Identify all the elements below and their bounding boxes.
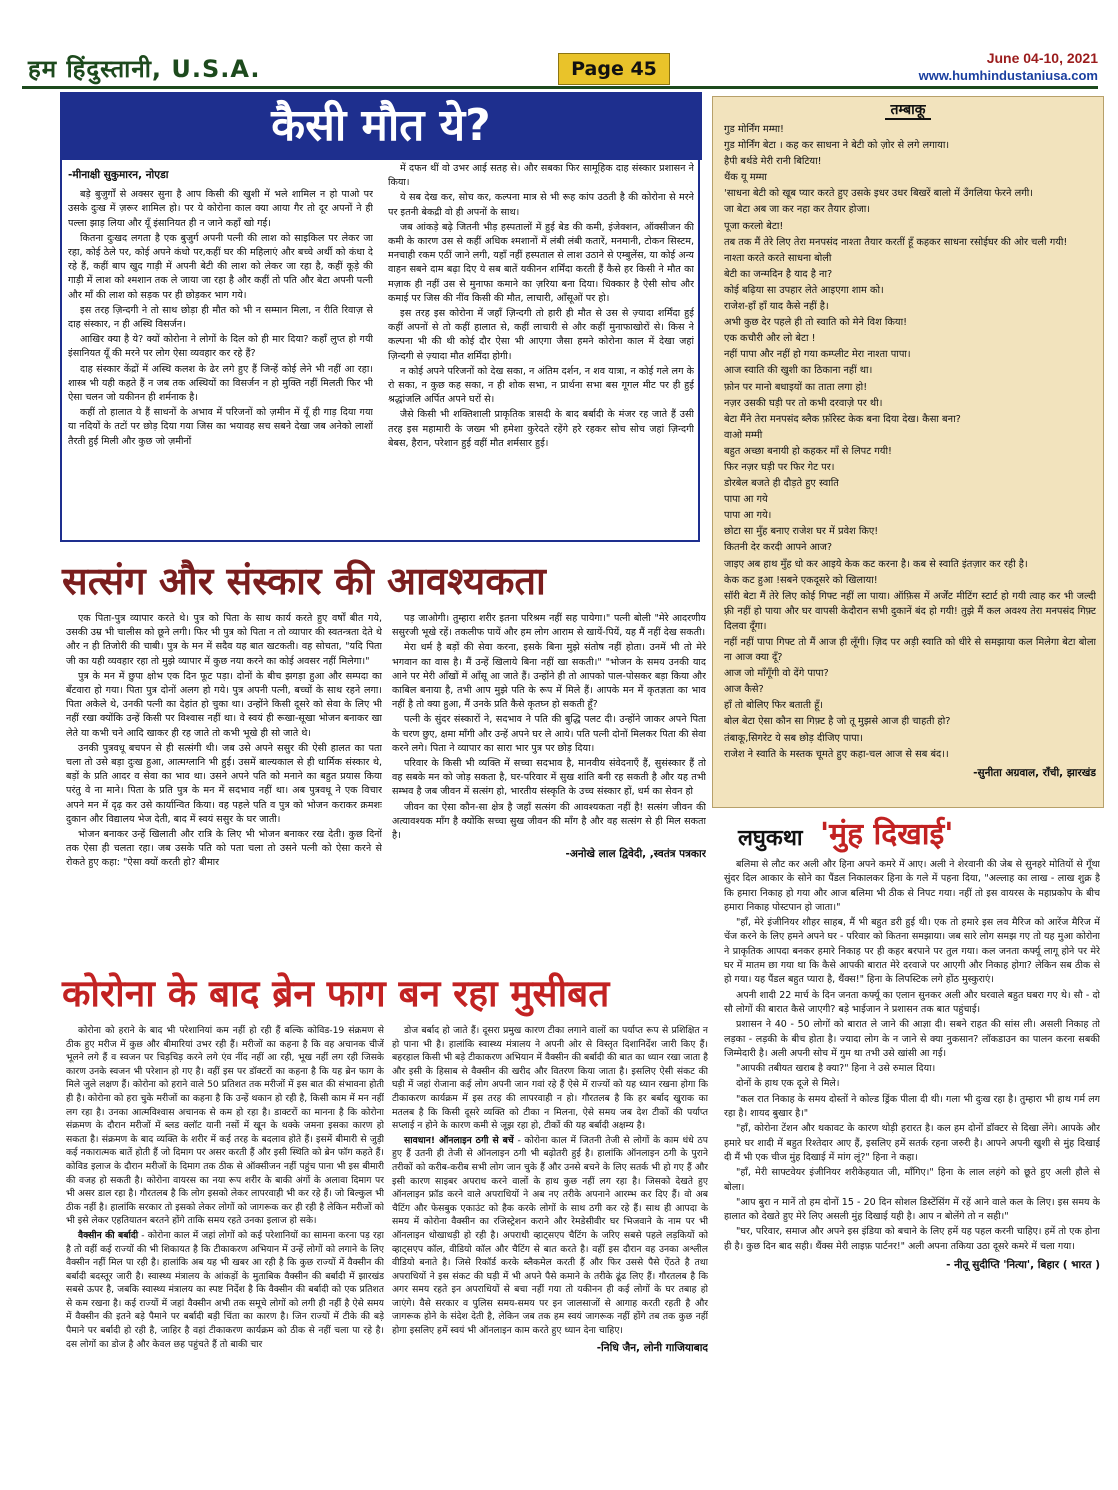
article2-author: -अनोखे लाल द्विवेदी, ,स्वतंत्र पत्रकार: [565, 848, 706, 861]
article3-para-text: - कोरोना काल में जहां लोगों को कई परेशानियों का सामना करना पड़ रहा है तो वहीं कई राज्यों की भी शिकायत है कि टीकाकरण अभियान में उन्हें लोगों को लगाने के लिए वैक्सीन नहीं मिल पा रही है। हालांकि अब यह भी खबर आ रही है कि कुछ राज्यों में वैक्सीन की बर्बादी बदस्तूर जारी है। स्वास्थ्य मंत्रालय के आंकड़ों के मुताबिक वैक्सीन की बर्बादी में झारखंड सबसे ऊपर है, जबकि स्वास्थ्य मंत्रालय का स्पष्ट निर्देश है कि वैक्सीन की बर्बादी को एक प्रतिशत से कम रखना है। कई राज्यों में जहां वैक्सीन अभी तक समूचे लोगों को लगी ही नहीं है ऐसे समय में वैक्सीन की इतने बड़े पैमाने पर बर्बादी बड़ी चिंता का कारण है। जिन राज्यों में टीके की बड़े पैमाने पर बर्बादी हो रही है, जाहिर है वहां टीकाकरण कार्यक्रम को ठीक से नहीं चला पा रहे है। दस लोगों का डोज है और केवल छह पहुंचते हैं तो बाकी चार: [66, 1229, 384, 1350]
article1-para: आखिर क्या है ये? क्यों कोरोना ने लोगों के दिल को ही मार दिया? कहाँ लुप्त हो गयी इंसानियत यूँ की मरने पर लोग ऐसा व्यवहार कर रहे हैं?: [68, 334, 373, 360]
article3-right-column: [392, 1024, 708, 1474]
article3-subhead: वैक्सीन की बर्बादी: [78, 1229, 139, 1241]
article4-line: तब तक मैं तेरे लिए तेरा मनपसंद नाश्ता तैयार करतीं हूँ कहकर साधना रसोईघर की ओर चली गयी!: [724, 236, 1068, 248]
header-rule: [22, 86, 1098, 89]
article4-line: वाओ मम्मी: [724, 429, 763, 441]
article4-line: राजेश ने स्वाति के मस्तक चूमते हुए कहा-चल आज से सब बंद।।: [724, 748, 949, 760]
masthead-title: हम हिंदुस्तानी, U.S.A.: [28, 55, 261, 83]
article2-title: सत्संग और संस्कार की आवश्यकता: [62, 559, 546, 603]
article1-para: इस तरह ज़िन्दगी ने तो साथ छोड़ा ही मौत को भी न सम्मान मिला, न रीति रिवाज़ से दाह संस्कार, न ही अस्थि विसर्जन।: [68, 304, 373, 331]
article4-title: तम्बाकू: [712, 100, 1104, 119]
article4-line: गुड मोर्निंग बेटा । कह कर साधना ने बेटी को ज़ोर से लगे लगाया।: [724, 140, 950, 152]
article5-para: "हाँ, मेरे इंजीनियर शौहर साहब, मैं भी बहुत डरी हुई थी। एक तो हमारे इस लव मैरिज को आरेंज मैरिज में चेंज करने के लिए हमने अपने घर - परिवार को कितना समझाया। जब सारे लोग समझ गए तो यह मुआ कोरोना ने प्राकृतिक आपदा बनकर हमारे निकाह पर ही कहर बरपाने पर तुल गया। कल जनता कर्फ्यू लागू होने पर मेरे घर में मातम छा गया था कि कैसे आपकी बारात मेरे दरवाजे पर आएगी और निकाह होगा? लेकिन सब ठीक से हो गया। यह पैंडल बहुत प्यारा है, थैंक्स!" हिना के लिपस्टिक लगे होंठ मुस्कुराएं।: [724, 917, 1100, 986]
article2-left-column: [66, 612, 382, 952]
article1-para: कितना दुःखद लगता है एक बुजुर्ग अपनी पत्नी की लाश को साइकिल पर लेकर जा रहा, कोई ठेले पर, कोई अपने कंधो पर,कहीं घर की महिलाएं और बच्चे अर्थी को कंधा दे रहे हैं, कहीं बाप खुद गाड़ी में अपनी बेटी की लाश को लेकर जा रहा है, कहीं कूड़े की गाड़ी में लाश को श्मशान तक ले जाया जा रहा है और कहीं तो पति और बेटा अपनी पत्नी और माँ की लाश को सड़क पर ही छोड़कर भाग गये।: [68, 232, 373, 301]
article4-author: -सुनीता अग्रवाल, राँची, झारखंड: [973, 766, 1096, 779]
article2-para: पड़ जाओगी। तुम्हारा शरीर इतना परिश्रम नहीं सह पायेगा।" पत्नी बोली "मेरे आदरणीय ससुरजी भूखे रहें। तकलीफ पायें और हम लोग आराम से खायें-पियें, यह मैं नहीं देख सकती।: [392, 613, 706, 639]
article4-line: गुड मोर्निंग मम्मा!: [724, 124, 784, 135]
article2-para: परिवार के किसी भी व्यक्ति में सच्चा सदभाव है, मानवीय संवेदनाएँ हैं, सुसंस्कार हैं तो वह सबके मन को जोड़ सकता है, घर-परिवार में सुख शांति बनी रह सकती है और यह तभी सम्भव है जब जीवन में सत्संग हो, भारतीय संस्कृति के उच्च संस्कार हों, धर्म का सेवन हो: [392, 758, 706, 798]
article2-para: उनकी पुत्रवधू बचपन से ही सत्संगी थी। जब उसे अपने ससुर की ऐसी हालत का पता चला तो उसे बड़ा दुःख हुआ, आत्मग्लानि भी हुई। उसमें बाल्यकाल से ही धार्मिक संस्कार थे, बड़ों के प्रति आदर व सेवा का भाव था। उसने अपने पति को मनाने का बहुत प्रयास किया परंतु वे ना माने। पिता के प्रति पुत्र के मन में सदभाव नहीं था। अब पुत्रवधू ने एक विचार अपने मन में दृढ़ कर उसे कार्यान्वित किया। वह पहले पति व पुत्र को भोजन कराकर क्रमशः दुकान और विद्यालय भेज देती, बाद में स्वयं ससुर के घर जाती।: [66, 742, 382, 825]
article4-line: केक कट हुआ !सबने एकदूसरे को खिलाया!: [724, 574, 878, 586]
article4-line: 'साधना बेटी को खूब प्यार करते हुए उसके इधर उधर बिखरें बालो में उँगलिया फेरने लगी।: [724, 188, 1033, 200]
article2-right-column: [392, 612, 706, 952]
article5-body: [724, 858, 1100, 1478]
article4-line: पापा आ गये: [724, 494, 768, 506]
article3-para: डोज बर्बाद हो जाते हैं। दूसरा प्रमुख कारण टीका लगाने वालों का पर्याप्त रूप से प्रशिक्षित न हो पाना भी है। हालांकि स्वास्थ्य मंत्रालय ने अपनी ओर से विस्तृत दिशानिर्देश जारी किए हैं। बहरहाल किसी भी बड़े टीकाकरण अभियान में वैक्सीन की बर्बादी की बात का ध्यान रखा जाता है और इसी के हिसाब से वैक्सीन की खरीद और वितरण किया जाता है। इसलिए ऐसी संकट की घड़ी में जहां रोजाना कई लोग अपनी जान गवां रहे हैं ऐसे में राज्यों को यह ध्यान रखना होगा कि टीकाकरण कार्यक्रम में इस तरह की लापरवाही न हो। गौरतलब है कि हर बर्बाद खुराक का मतलब है कि किसी दूसरे व्यक्ति को टीका न मिलना, ऐसे समय जब देश टीकों की पर्याप्त सप्लाई न होने के कारण कमी से जूझ रहा हो, टीकों की यह बर्बादी अक्षम्य है।: [392, 1025, 708, 1132]
article4-line: हैपी बर्थडे मेरी रानी बिटिया!: [724, 156, 822, 168]
article4-body: [724, 122, 1096, 804]
article2-para: भोजन बनाकर उन्हें खिलाती और रात्रि के लिए भी भोजन बनाकर रख देती। कुछ दिनों तक ऐसा ही चलता रहा। जब उसके पति को पता चला तो उसने पत्नी को ऐसा करने से रोकते हुए कहा: "ऐसा क्यों करती हो? बीमार: [66, 829, 382, 869]
article3-para: [392, 1134, 708, 1338]
article4-line: नहीं नहीं पापा गिफ्ट तो मैं आज ही लूँगी। ज़िद पर अड़ी स्वाति को धीरे से समझाया कल मिलेगा बेटा बोला ना आज क्या दूँ?: [724, 637, 1096, 664]
article4-line: नज़र उसकी घड़ी पर तो कभी दरवाज़े पर थी।: [724, 397, 883, 409]
article1-para: ये सब देख कर, सोच कर, कल्पना मात्र से भी रूह कांप उठती है की कोरोना से मरने पर इतनी बेकद्री वो ही अपनों के साथ।: [388, 192, 694, 218]
article5-para: बलिमा से लौट कर अली और हिना अपने कमरे में आए। अली ने शेरवानी की जेब से सुनहरे मोतियों से गूँथा सुंदर दिल आकार के सोने का पैंडल निकालकर हिना के गले में पहना दिया, "अल्लाह का लाख - लाख शुक्र है कि हमारा निकाह हो गया और आज बलिमा भी ठीक से निपट गया। नहीं तो इस वायरस के महाप्रकोप के बीच हमारा निकाह पोस्टपान हो जाता।": [724, 859, 1100, 913]
article3-title: कोरोना के बाद ब्रेन फाग बन रहा मुसीबत: [62, 972, 610, 1015]
article4-line: आज जो माँगूँगी वो देंगे पापा?: [724, 668, 829, 680]
article4-line: फ़ोन पर मानो बधाइयों का ताता लगा हो!: [724, 381, 868, 393]
article4-line: नहीं पापा और नहीं हो गया कम्प्लीट मेरा नाश्ता पापा।: [724, 349, 911, 361]
article3-para: [66, 1229, 384, 1351]
article2-para: पुत्र के मन में छुपा क्षोभ एक दिन फूट पड़ा। दोनों के बीच झगड़ा हुआ और सम्पदा का बँटवारा हो गया। पिता पुत्र दोनों अलग हो गये। पुत्र अपनी पत्नी, बच्चों के साथ रहने लगा। पिता अकेले थे, उनकी पत्नी का देहांत हो चुका था। उन्होंने किसी दूसरे को सेवा के लिए भी नहीं रखा क्योंकि उन्हें किसी पर विश्वास नहीं था। वे स्वयं ही रूखा-सूखा भोजन बनाकर खा लेते या कभी चने आदि खाकर ही रह जाते तो कभी भूखे ही सो जाते थे।: [66, 670, 382, 739]
article1-title: कैसी मौत ये?: [60, 92, 702, 160]
article4-line: जाइए अब हाथ मुँह धो कर आइये केक कट करना है। कब से स्वाति इंतज़ार कर रही है।: [724, 558, 1028, 570]
page-number: Page 45: [558, 53, 670, 85]
article5-para: "हाँ, मेरी साफ्टवेयर इंजीनियर शरीकेहयात जी, माँगिए।" हिना के लाल लहंगे को छूते हुए अली हौले से बोला।: [724, 1167, 1100, 1193]
article5-author: - नीतू सुदीप्ति 'नित्या', बिहार ( भारत ): [946, 1259, 1100, 1272]
article5-para: प्रशासन ने 40 - 50 लोगों को बारात ले जाने की आज्ञा दी। सबने राहत की सांस ली। असली निकाह तो लड़का - लड़की के बीच होता है। ज्यादा लोग के न जाने से क्या नुकसान? लॉकडाउन का पालन करना सबकी जिम्मेदारी है। अली अपनी सोच में गुम था तभी उसे खांसी आ गई।: [724, 1019, 1100, 1059]
issue-date: June 04-10, 2021: [986, 50, 1098, 66]
article4-line: छोटा सा मुँह बनाए राजेश घर में प्रवेश किए!: [724, 526, 879, 538]
article4-line: एक कचौरी और लो बेटा !: [724, 333, 816, 345]
article2-para: पत्नी के सुंदर संस्कारों ने, सदभाव ने पति की बुद्धि पलट दी। उन्होंने जाकर अपने पिता के चरण छुए, क्षमा माँगी और उन्हें अपने घर ले आये। पति पत्नी दोनों मिलकर पिता की सेवा करने लगे। पिता ने व्यापार का सारा भार पुत्र पर छोड़ दिया।: [392, 714, 706, 754]
article1-para: जैसे किसी भी शक्तिशाली प्राकृतिक त्रासदी के बाद बर्बादी के मंजर रह जाते हैं उसी तरह इस महामारी के जख्म भी हमेशा कुरेदते रहेंगे हरे रहकर सोच सोच जहां ज़िन्दगी बेबस, हैरान, परेशान हुई वहीं मौत शर्मसार हुई।: [388, 409, 694, 449]
article3-subhead: सावधान! ऑनलाइन ठगी से बचें: [404, 1134, 514, 1146]
article1-para: न कोई अपने परिजनों को देख सका, न अंतिम दर्शन, न शव यात्रा, न कोई गले लग के रो सका, न कुछ कह सका, न ही शोक सभा, न प्रार्थना सभा बस गूगल मीट पर ही हुई श्रद्धांजलि अर्पित अपने घरों से।: [388, 365, 694, 406]
article5-title: 'मुंह दिखाई': [820, 817, 954, 852]
article4-line: तंबाकू,सिगरेट ये सब छोड़ दीजिए पापा।: [724, 732, 863, 744]
article5-label: लघुकथा: [738, 826, 803, 851]
article5-para: "आप बुरा न मानें तो हम दोनों 15 - 20 दिन सोशल डिस्टेंसिंग में रहें आने वाले कल के लिए। इस समय के हालात को देखते हुए मेरे लिए असली मुंह दिखाई यही है। आप न बोलेंगे तो न सही।": [724, 1196, 1100, 1223]
article3-para: कोरोना को हराने के बाद भी परेशानियां कम नहीं हो रही हैं बल्कि कोविड-19 संक्रमण से ठीक हुए मरीज में कुछ और बीमारियां उभर रही हैं। मरीजों का कहना है कि वह अचानक चीजें भूलने लगे हैं व स्वजन पर चिड़चिड़ करने लगे एंव नींद नहीं आ रही, भूख नहीं लग रही जिसके कारण उनके स्वजन भी परेशान हो गए है। वहीं इस पर डॉक्टरों का कहना है कि यह ब्रेन फाग के मिले जुले लक्षण हैं। कोरोना को हराने वाले 50 प्रतिशत तक मरीजों में इस बात की संभावना होती ही है। कोरोना को हरा चुके मरीजों का कहना है कि उन्हें थकान हो रही है, किसी काम में मन नहीं लग रहा है। उनका आत्मविश्वास अचानक से कम हो रहा है। डाक्टरों का मानना है कि कोरोना संक्रमण के दौरान मरीजों में ब्लड क्लॉट यानी नसों में खून के थक्के जमना इसका कारण हो सकता है। संक्रमण के बाद व्यक्ति के शरीर में कई तरह के बदलाव होते हैं। इसमें बीमारी से जुड़ी कई नकारात्मक बातें होती हैं जो दिमाग पर असर करती हैं और इसी स्थिति को ब्रेन फॉग कहते हैं। कोविड इलाज के दौरान मरीजों के दिमाग तक ठीक से ऑक्सीजन नहीं पहुंच पाना भी इस बीमारी की वजह हो सकती है। कोरोना वायरस का नया रूप शरीर के बाकी अंगों के अलावा दिमाग पर भी असर डाल रहा है। गौरतलब है कि लोग इसको लेकर लापरवाही भी कर रहे हैं। जो बिल्कुल भी ठीक नहीं है। हालांकि सरकार तो इसको लेकर लोगों को जागरूक कर ही रही है लेकिन मरीजों को भी इसे लेकर एहतियातन बरतने होंगे ताकि समय रहते उनका इलाज हो सके।: [66, 1025, 384, 1227]
article4-line: हाँ तो बोलिए फिर बताती हूँ।: [724, 700, 824, 712]
article5-para: "आपकी तबीयत खराब है क्या?" हिना ने उसे रुमाल दिया।: [736, 1063, 936, 1075]
article4-line: जा बेटा अब जा कर नहा कर तैयार होजा।: [724, 204, 870, 216]
article4-line: बेटा मैंने तेरा मनपसंद ब्लैक फ़ॉरेस्ट केक बना दिया देख। कैसा बना?: [724, 413, 961, 425]
article4-line: राजेश-हाँ हाँ याद कैसे नहीं है।: [724, 301, 829, 313]
article1-para: बड़े बुजुर्गों से अक्सर सुना है आप किसी की खुशी में भले शामिल न हो पाओ पर उसके दुःख में ज़रूर शामिल हो। पर ये कोरोना काल क्या आया गैर तो दूर अपनों ने ही पल्ला झाड़ लिया और यूँ इंसानियत ही न जाने कहाँ खो गई।: [68, 189, 373, 229]
article1-left-column: [68, 168, 373, 538]
article5-para: "हाँ, कोरोना टेंशन और थकावट के कारण थोड़ी हरारत है। कल हम दोनों डॉक्टर से दिखा लेंगे। आपके और हमारे घर शादी में बहुत रिश्तेदार आए हैं, इसलिए हमें सतर्क रहना जरुरी है। आपने अपनी खुशी से मुंह दिखाई दी मैं भी एक चीज मुंह दिखाई में मांग लूं?" हिना ने कहा।: [724, 1123, 1100, 1163]
article1-right-column: [388, 162, 694, 538]
article4-line: थैंक यू मम्मा: [724, 172, 767, 184]
article2-para: एक पिता-पुत्र व्यापार करते थे। पुत्र को पिता के साथ कार्य करते हुए वर्षों बीत गये, उसकी उम्र भी चालीस को छूने लगी। फिर भी पुत्र को पिता न तो व्यापार की स्वतन्त्रता देते थे और न ही तिजोरी की चाबी। पुत्र के मन में सदैव यह बात खटकती। वह सोचता, "यदि पिता जी का यही व्यवहार रहा तो मुझे व्यापार में कुछ नया करने का कोई अवसर नहीं मिलेगा।": [66, 613, 382, 667]
article2-para: जीवन का ऐसा कौन-सा क्षेत्र है जहाँ सत्संग की आवश्यकता नहीं है! सत्संग जीवन की अत्यावश्यक माँग है क्योंकि सच्चा सुख जीवन की माँग है और वह सत्संग से ही मिल सकता है।: [392, 801, 706, 842]
article1-author: -मीनाक्षी सुकुमारन, नोएडा: [68, 169, 169, 181]
article4-line: डोरबेल बजते ही दौड़ते हुए स्वाति: [724, 478, 839, 490]
article5-para: "कल रात निकाह के समय दोस्तों ने कोल्ड ड्रिंक पीला दी थी। गला भी दुःख रहा है। तुम्हारा भी हाथ गर्म लग रहा है। शायद बुखार है।": [724, 1093, 1100, 1120]
website-link[interactable]: www.humhindustaniusa.com: [918, 68, 1098, 83]
article1-para: में दफन थीं वो उभर आई सतह से। और सबका फिर सामूहिक दाह संस्कार प्रशासन ने किया।: [388, 163, 694, 189]
article4-line: कितनी देर करदी आपने आज?: [724, 542, 833, 554]
article1-para: इस तरह इस कोरोना में जहाँ ज़िन्दगी तो हारी ही मौत से उस से ज़्यादा शर्मिंदा हुई कहीं अपनों से तो कहीं हालात से, कहीं लाचारी से और कहीं मुनाफाखोरों से। किस ने कल्पना भी की थी कोई दौर ऐसा भी आएगा जैसा हमने कोरोना काल में देखा जहां ज़िन्दगी से ज़्यादा मौत शर्मिंदा होगी।: [388, 308, 694, 362]
article4-line: फिर नज़र घड़ी पर फिर गेट पर।: [724, 461, 835, 473]
article4-line: कोई बढ़िया सा उपहार लेते आइएगा शाम को।: [724, 284, 884, 296]
article3-author: -निधि जैन, लोनी गाजियाबाद: [596, 1341, 708, 1354]
article4-line: अभी कुछ देर पहले ही तो स्वाति को मेने विश किया!: [724, 317, 908, 329]
article2-para: मेरा धर्म है बड़ों की सेवा करना, इसके बिना मुझे संतोष नहीं होता। उनमें भी तो मेरे भगवान का वास है। मैं उन्हें खिलाये बिना नहीं खा सकती।" "भोजन के समय उनकी याद आने पर मेरी आँखों में आँसू आ जाते हैं। उन्होंने ही तो आपको पाल-पोसकर बड़ा किया और काबिल बनाया है, तभी आप मुझे पति के रूप में मिले हैं। आपके मन में कृतज्ञता का भाव नहीं है तो क्या हुआ, मैं उनके प्रति कैसे कृतघ्न हो सकती हूँ?: [392, 642, 706, 711]
article5-para: "घर, परिवार, समाज और अपने इस इंडिया को बचाने के लिए हमें यह पहल करनी चाहिए। हमें तो एक होना ही है। कुछ दिन बाद सही। थैंक्स मेरी लाइफ़ पार्टनर!" अली अपना तकिया उठा दूसरे कमरे में चला गया।: [724, 1226, 1100, 1252]
article4-line: बहुत अच्छा बनायी हो कहकर माँ से लिपट गयी!: [724, 445, 892, 457]
article4-line: बेटी का जन्मदिन है याद है ना?: [724, 268, 833, 280]
article4-line: पूजा करलो बेटा!: [724, 220, 784, 232]
article4-line: पापा आ गये।: [724, 510, 772, 522]
article3-para-text: - कोरोना काल में जितनी तेजी से लोगों के काम धंधे ठप हुए हैं उतनी ही तेजी से ऑनलाइन ठगी भी बढ़ोतरी हुई है। हालांकि ऑनलाइन ठगी के पुराने तरीकों को करीब-करीब सभी लोग जान चुके हैं और उनसे बचने के लिए सतर्क भी हो गए हैं और इसी कारण साइबर अपराध करने वालों के हाथ कुछ नहीं लग रहा है। जिसको देखते हुए ऑनलाइन फ्रॉड करने वाले अपराधियों ने अब नए तरीके अपनाने आरम्भ कर दिए हैं। वो अब चैटिंग और फेसबुक एकाउंट को हैक करके लोगों के साथ ठगी कर रहे हैं। साथ ही आपदा के समय में कोरोना वैक्सीन का रजिस्ट्रेशन कराने और रेमडेसीवीर घर भिजवाने के नाम पर भी ऑनलाइन धोखाधड़ी हो रही है। अपराधी व्हाट्सएप चैटिंग के जरिए सबसे पहले लड़कियों को व्हाट्सएप कॉल, वीडियो कॉल और चैटिंग से बात करते है। वहीं इस दौरान वह उनका अश्लील वीडियो बनाते है। जिसे रिकॉर्ड करके ब्लैकमेल करती हैं और फिर उससे पैसे ऐंठते है तथा अपराधियों ने इस संकट की घड़ी में भी अपने पैसे कमाने के तरीके ढूंढ लिए हैं। गौरतलब है कि अगर समय रहते इन अपराधियों से बचा नहीं गया तो यकीनन ही कई लोगों के घर तबाह हो जाएंगे। वैसे सरकार व पुलिस समय-समय पर इन जालसाजों से आगाह करती रहती है और जागरूक होने के संदेश देती है, लेकिन जब तक हम स्वयं जागरूक नहीं होंगे तब तक कुछ नहीं होगा इसलिए हमें स्वयं भी ऑनलाइन काम करते हुए ध्यान देना चाहिए।: [392, 1134, 708, 1337]
article4-line: बोल बेटा ऐसा कौन सा गिफ़्ट है जो तू मुझसे आज ही चाहती हो?: [724, 716, 951, 728]
article4-line: सॉरी बेटा मैं तेरे लिए कोई गिफ्ट नहीं ला पाया। ऑफ़िस में अर्जेंट मीटिंग स्टार्ट हो गयी त्वाह कर भी जल्दी फ़्री नहीं हो पाया और घर वापसी केदौरान सभी दुकानें बंद हो गयी! तुझे मैं कल अवश्य तेरा मनपसंद गिफ़्ट दिलवा दूँगा।: [724, 590, 1096, 632]
article4-line: आज कैसे?: [724, 684, 764, 696]
article1-para: दाह संस्कार केंद्रों में अस्थि कलश के ढेर लगे हुए हैं जिन्हें कोई लेने भी नहीं आ रहा। शास्त्र भी यही कहते हैं न जब तक अस्थियों का विसर्जन न हो मुक्ति नहीं मिलती फिर भी ऐसा चलन जो यकीनन ही शर्मनाक है।: [68, 363, 373, 404]
article1-para: कहीं तो हालात ये हैं साधनों के अभाव में परिजनों को ज़मीन में यूँ ही गाड़ दिया गया या नदियों के तटों पर छोड़ दिया गया जिस का भयावह सच सबने देखा जब अनेको लाशों तैरती हुई मिली और कुछ जो ज़मीनों: [68, 407, 373, 447]
article3-left-column: [66, 1024, 384, 1474]
article4-line: आज स्वाति की खुशी का ठिकाना नहीं था।: [724, 365, 873, 377]
article4-line: नाश्ता करते करते साधना बोली: [724, 252, 832, 264]
article1-para: जब आंकड़े बढ़े जितनी भीड़ हस्पतालों में हुई बेड की कमी, इंजेक्शन, ऑक्सीजन की कमी के कारण उस से कहीं अधिक श्मशानों में लंबी लंबी कतारें, मनमानी, टोकन सिस्टम, मनचाही रकम एठीं जाने लगी, यहाँ नहीं हस्पताल से लाश उठाने से एम्बुलेंस, या कोई अन्य वाहन सबने दाम बढ़ा दिए ये सब बातें यकीनन शर्मिंदा करती हैं कैसे हर किसी ने मौत का मज़ाक ही नहीं उस से मुनाफा कमाने का ज़रिया बना दिया। धिक्कार है ऐसी सोच और कमाई पर जिस की नींव किसी की मौत, लाचारी, आँसूओं पर हो।: [388, 221, 694, 304]
article5-para: दोनों के हाथ एक दूजे से मिले।: [736, 1078, 840, 1090]
article5-para: अपनी शादी 22 मार्च के दिन जनता कर्फ्यू का एलान सुनकर अली और घरवाले बहुत घबरा गए थे। सौ - दो सौ लोगों की बारात कैसे जाएगी? बड़े भाईजान ने प्रशासन तक बात पहुंचाई।: [724, 989, 1100, 1015]
